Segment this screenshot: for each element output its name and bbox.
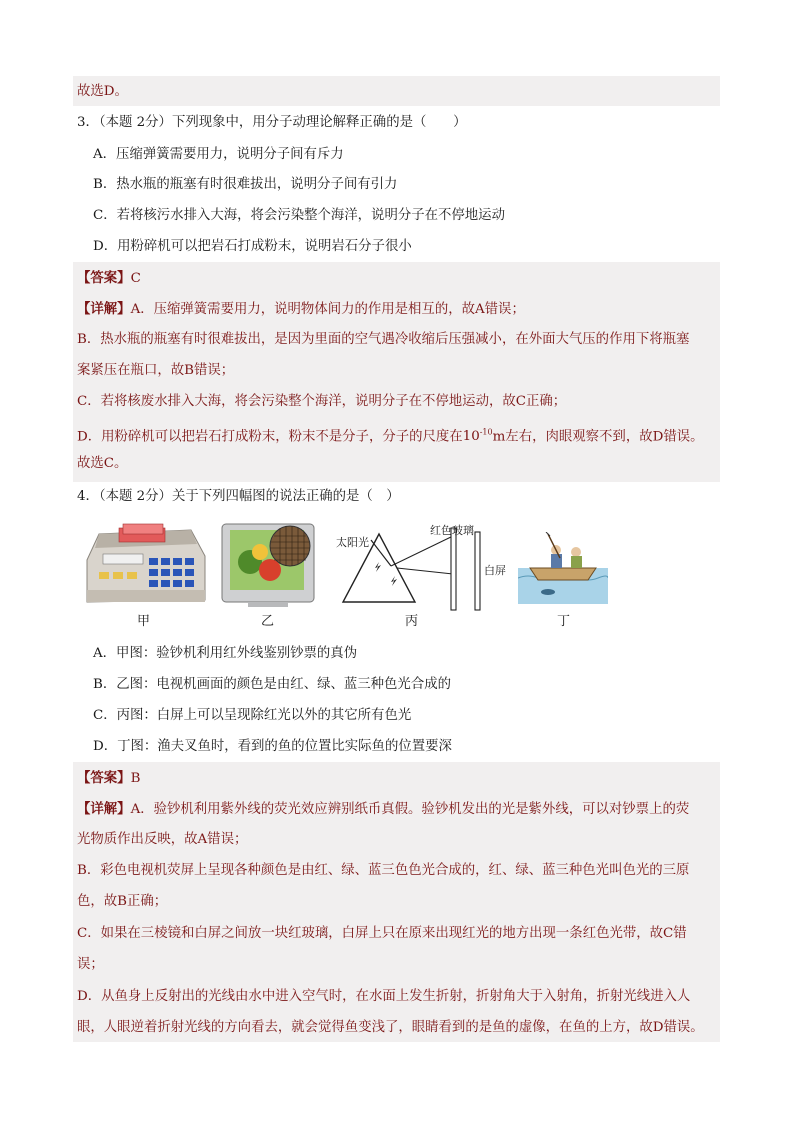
power-exponent: -10 (479, 428, 493, 437)
q3-answer-value: C (130, 271, 141, 286)
q4-stem: 4．（本题 2分）关于下列四幅图的说法正确的是（ ） (77, 489, 400, 504)
q4-detail-line-7: D．从鱼身上反射出的光线由水中进入空气时，在水面上发生折射，折射角大于入射角，折射光线进入人 (77, 989, 691, 1004)
q3-detail-line-4: C．若将核废水排入大海，将会污染整个海洋，说明分子在不停地运动，故C正确； (77, 394, 567, 409)
q3-option-d: D．用粉碎机可以把岩石打成粉末，说明岩石分子很小 (93, 239, 412, 254)
caption-bing: 丙 (405, 614, 419, 629)
q3-detail-line-6: 故选C。 (77, 456, 128, 471)
q4-detail-tag: 【详解】 (77, 801, 131, 817)
previous-conclusion: 故选D。 (77, 84, 128, 99)
caption-jia: 甲 (137, 614, 151, 629)
q3-detail-line-1 (77, 299, 525, 320)
caption-ding: 丁 (557, 614, 571, 629)
q4-answer (77, 768, 140, 789)
q3-answer-tag: 【答案】 (77, 270, 131, 286)
q3-detail-text-1: A．压缩弹簧需要用力，说明物体间力的作用是相互的，故A错误； (130, 302, 525, 317)
q4-option-b: B．乙图：电视机画面的颜色是由红、绿、蓝三种色光合成的 (93, 677, 451, 692)
q4-detail-line-2: 光物质作出反映，故A错误； (77, 832, 248, 847)
q4-answer-value: B (130, 771, 141, 786)
caption-yi: 乙 (261, 614, 275, 629)
power-base: 10 (462, 429, 480, 445)
molecular-scale (463, 429, 493, 444)
red-glass-label: 红色玻璃 (430, 524, 474, 537)
q3-option-c: C．若将核污水排入大海，将会污染整个海洋，说明分子在不停地运动 (93, 208, 505, 223)
q3-detail-line-3: 案紧压在瓶口，故B错误； (77, 363, 235, 378)
q3-detail-text-5a: D．用粉碎机可以把岩石打成粉末，粉末不是分子，分子的尺度在 (77, 429, 463, 445)
q3-option-b: B．热水瓶的瓶塞有时很难拔出，说明分子间有引力 (93, 177, 398, 192)
q4-detail-line-3: B．彩色电视机荧屏上呈现各种颜色是由红、绿、蓝三色色光合成的，红、绿、蓝三种色光叫色光的三原 (77, 863, 690, 878)
q4-detail-line-6: 误； (77, 957, 104, 972)
sunlight-label: 太阳光 (336, 536, 369, 549)
q4-detail-line-4: 色，故B正确； (77, 894, 168, 909)
q3-option-a: A．压缩弹簧需要用力，说明分子间有斥力 (93, 147, 344, 162)
q4-option-a: A．甲图：验钞机利用红外线鉴别钞票的真伪 (93, 646, 358, 661)
q4-detail-text-1: A．验钞机利用紫外线的荧光效应辨别纸币真假。验钞机发出的光是紫外线，可以对钞票上的荧 (130, 802, 690, 817)
q3-detail-line-5 (77, 423, 704, 447)
q4-detail-line-8: 眼，人眼逆着折射光线的方向看去，就会觉得鱼变浅了，眼睛看到的是鱼的虚像，在鱼的上方，故D错误。 (77, 1020, 704, 1035)
q3-detail-text-5b: m左右，肉眼观察不到，故D错误。 (492, 429, 704, 445)
q3-detail-tag: 【详解】 (77, 301, 131, 317)
q4-detail-line-5: C．如果在三棱镜和白屏之间放一块红玻璃，白屏上只在原来出现红光的地方出现一条红色光带，故C错 (77, 926, 687, 941)
television-image (218, 522, 318, 608)
prism-diagram (335, 518, 505, 612)
q4-option-c: C．丙图：白屏上可以呈现除红光以外的其它所有色光 (93, 708, 412, 723)
fisherman-image (518, 532, 608, 604)
q3-detail-line-2: B．热水瓶的瓶塞有时很难拔出，是因为里面的空气遇冷收缩后压强减小，在外面大气压的作用下将瓶塞 (77, 332, 690, 347)
answer-shade-top (73, 76, 720, 106)
q3-stem: 3．（本题 2分）下列现象中，用分子动理论解释正确的是（ ） (77, 115, 467, 130)
q4-option-d: D．丁图：渔夫叉鱼时，看到的鱼的位置比实际鱼的位置要深 (93, 739, 452, 754)
white-screen-label: 白屏 (484, 564, 506, 577)
q4-answer-tag: 【答案】 (77, 770, 131, 786)
money-detector-image (79, 520, 212, 608)
q4-detail-line-1 (77, 799, 689, 820)
q3-answer (77, 268, 141, 289)
